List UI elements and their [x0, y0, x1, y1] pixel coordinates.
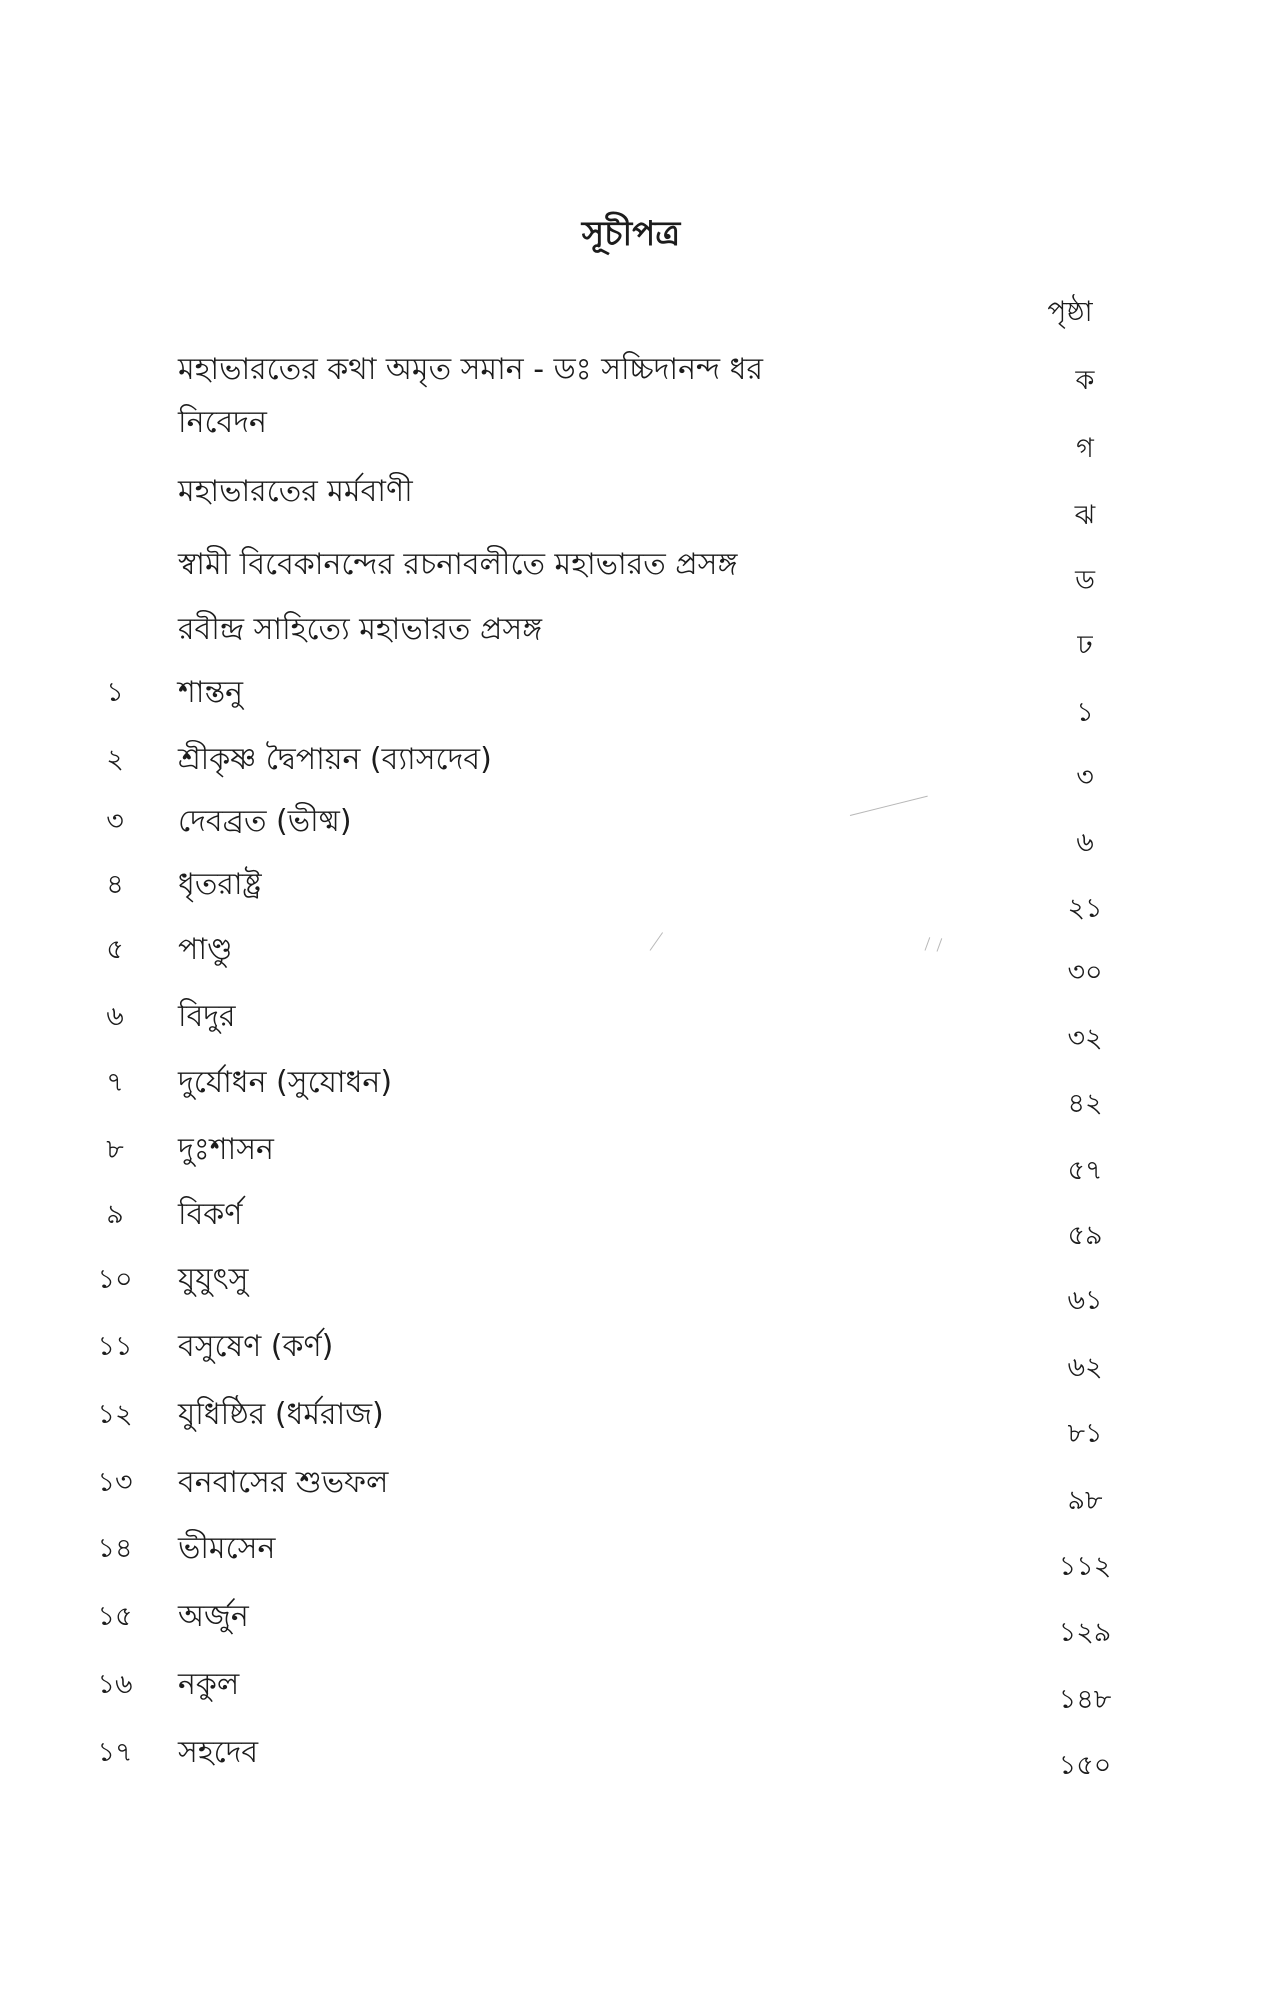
page-number: গ	[1076, 433, 1094, 464]
chapter-title: দুঃশাসন	[178, 1132, 274, 1167]
chapter-title: মহাভারতের মর্মবাণী	[178, 474, 413, 509]
chapter-title: বনবাসের শুভফল	[178, 1465, 389, 1500]
page-number: ১৫০	[1058, 1750, 1112, 1781]
page-number: ৪২	[1067, 1088, 1103, 1119]
chapter-title: দুর্যোধন (সুযোধন)	[178, 1065, 393, 1100]
chapter-number: ৭	[106, 1067, 124, 1098]
page-number: ড	[1075, 565, 1095, 596]
toc-entry	[0, 467, 1262, 531]
page-number: ১৪৮	[1058, 1684, 1112, 1715]
chapter-number: ১৭	[97, 1737, 133, 1768]
toc-entry	[0, 345, 1262, 396]
page-number: ৬১	[1067, 1285, 1103, 1316]
toc-entry	[0, 540, 1262, 596]
page-number: ৩২	[1067, 1023, 1103, 1054]
toc-entry	[0, 1322, 1262, 1383]
chapter-number: ১০	[97, 1264, 133, 1295]
page-number: ৮১	[1067, 1418, 1103, 1449]
page-number: ২১	[1067, 893, 1103, 924]
page-number: ৩	[1076, 762, 1094, 793]
page-number: ১২৯	[1058, 1617, 1112, 1648]
page-number: ১	[1076, 697, 1094, 728]
toc-entry	[0, 605, 1262, 661]
page-number: ১১২	[1058, 1551, 1112, 1582]
toc-entry	[0, 925, 1262, 988]
toc-entry	[0, 1190, 1262, 1251]
chapter-number: ১৪	[97, 1533, 133, 1564]
chapter-title: ধৃতরাষ্ট্র	[178, 867, 262, 902]
page-title: সূচীপত্র	[581, 214, 681, 254]
chapter-title: ভীমসেন	[178, 1531, 276, 1566]
chapter-number: ১৬	[97, 1669, 133, 1700]
page-number: ৬২	[1067, 1352, 1103, 1383]
chapter-number: ১১	[97, 1331, 133, 1362]
chapter-number: ৯	[106, 1199, 124, 1230]
chapter-number: ৫	[106, 934, 124, 965]
toc-entry	[0, 398, 1262, 464]
toc-entry	[0, 1524, 1262, 1582]
toc-entry	[0, 797, 1262, 858]
chapter-title: স্বামী বিবেকানন্দের রচনাবলীতে মহাভারত প্রসঙ্গ	[178, 547, 738, 582]
toc-entry	[0, 860, 1262, 924]
page-number: ঢ	[1077, 630, 1093, 661]
chapter-title: রবীন্দ্র সাহিত্যে মহাভারত প্রসঙ্গ	[178, 612, 543, 647]
chapter-title: শান্তনু	[178, 675, 244, 710]
chapter-title: যুযুৎসু	[178, 1262, 249, 1297]
toc-entry	[0, 668, 1262, 728]
chapter-number: ১২	[97, 1399, 133, 1430]
chapter-title: দেবব্রত (ভীষ্ম)	[178, 804, 352, 839]
page-number: ৩০	[1067, 957, 1103, 988]
chapter-title: যুধিষ্ঠির (ধর্মরাজ)	[178, 1397, 384, 1432]
chapter-number: ৪	[106, 869, 124, 900]
page-number: ৬	[1076, 827, 1094, 858]
chapter-number: ৬	[106, 1001, 124, 1032]
chapter-number: ৩	[106, 806, 124, 837]
toc-entry	[0, 1592, 1262, 1648]
toc-entry	[0, 1728, 1262, 1781]
chapter-title: নকুল	[178, 1667, 240, 1702]
page-number: ঝ	[1074, 500, 1096, 531]
toc-entry	[0, 1125, 1262, 1186]
chapter-number: ২	[106, 744, 124, 775]
chapter-title: বসুষেণ (কর্ণ)	[178, 1329, 334, 1364]
toc-entry	[0, 1390, 1262, 1449]
chapter-number: ৮	[106, 1134, 124, 1165]
chapter-number: ১৩	[97, 1467, 133, 1498]
chapter-number: ১	[106, 677, 124, 708]
chapter-title: মহাভারতের কথা অমৃত সমান - ডঃ সচ্চিদানন্দ ধর	[178, 352, 763, 387]
chapter-title: বিদুর	[178, 999, 236, 1034]
chapter-title: শ্রীকৃষ্ণ দ্বৈপায়ন (ব্যাসদেব)	[178, 742, 492, 777]
chapter-title: বিকর্ণ	[178, 1197, 243, 1232]
toc-entry	[0, 1058, 1262, 1119]
page-number: ৯৮	[1067, 1485, 1103, 1516]
chapter-title: নিবেদন	[178, 405, 267, 440]
chapter-title: পাণ্ডু	[178, 932, 233, 967]
toc-entry	[0, 992, 1262, 1054]
toc-entry	[0, 1255, 1262, 1316]
toc-entry	[0, 1660, 1262, 1715]
page-number: ৫৭	[1067, 1155, 1103, 1186]
toc-entry	[0, 735, 1262, 793]
chapter-title: সহদেব	[178, 1735, 259, 1770]
page-column-header: পৃষ্ঠা	[1047, 295, 1093, 328]
toc-entry	[0, 1458, 1262, 1516]
page-number: ৫৯	[1067, 1220, 1103, 1251]
page-number: ক	[1075, 365, 1095, 396]
chapter-title: অর্জুন	[178, 1599, 249, 1634]
chapter-number: ১৫	[97, 1601, 133, 1632]
